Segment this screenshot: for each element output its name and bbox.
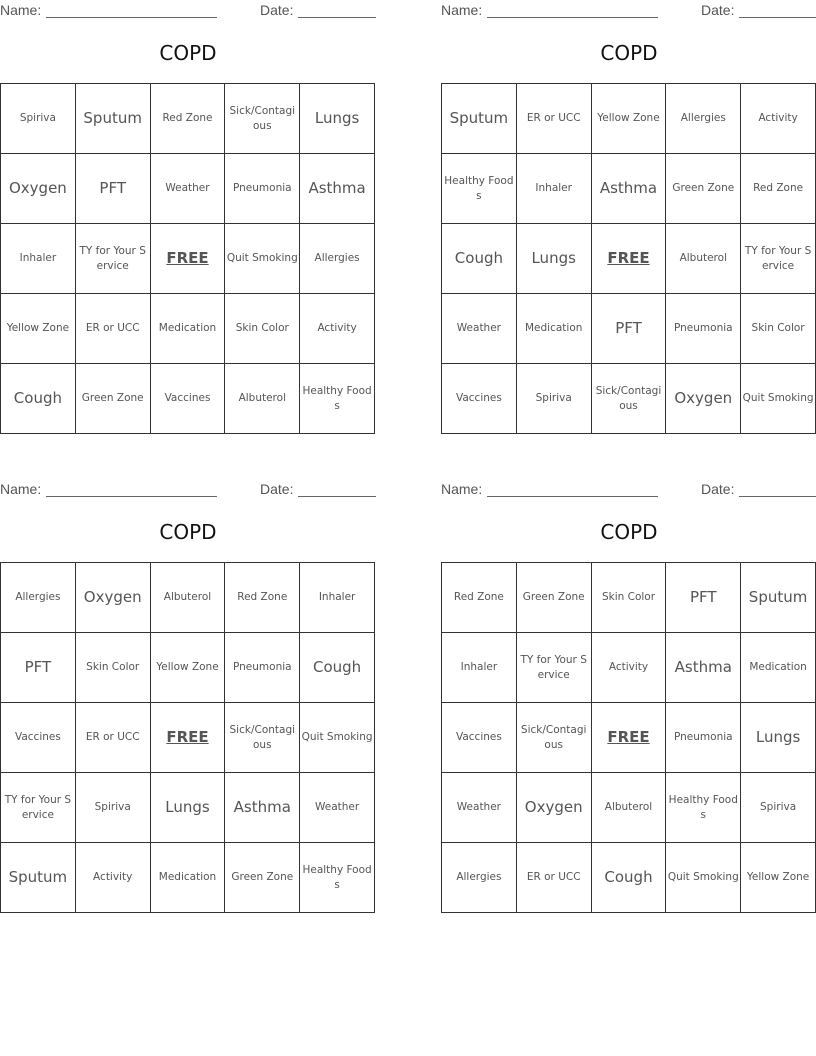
bingo-grid	[0, 562, 375, 913]
bingo-cell[interactable]: Lungs	[300, 84, 375, 154]
bingo-cell[interactable]: Lungs	[517, 224, 592, 294]
free-space[interactable]: FREE	[151, 224, 226, 294]
name-field[interactable]	[46, 17, 217, 18]
bingo-cell[interactable]: Allergies	[666, 84, 741, 154]
bingo-cell[interactable]: PFT	[666, 563, 741, 633]
bingo-card	[441, 0, 816, 440]
bingo-grid	[441, 83, 816, 434]
bingo-cell[interactable]: Sputum	[76, 84, 151, 154]
bingo-cell[interactable]: Activity	[76, 843, 151, 913]
date-label: Date:	[260, 481, 294, 497]
bingo-cell[interactable]: Skin Color	[225, 294, 300, 364]
bingo-cell[interactable]: Spiriva	[741, 773, 816, 843]
name-label: Name:	[441, 2, 483, 18]
name-label: Name:	[0, 481, 42, 497]
card-title: COPD	[600, 520, 658, 544]
bingo-cell[interactable]: PFT	[592, 294, 667, 364]
date-label: Date:	[701, 481, 735, 497]
bingo-cell[interactable]: Oxygen	[76, 563, 151, 633]
bingo-cell[interactable]: Yellow Zone	[741, 843, 816, 913]
card-title: COPD	[600, 41, 658, 65]
bingo-cell[interactable]: Medication	[151, 294, 226, 364]
bingo-cell[interactable]: Green Zone	[76, 364, 151, 434]
bingo-cell[interactable]: Spiriva	[517, 364, 592, 434]
free-space[interactable]: FREE	[592, 224, 667, 294]
date-field[interactable]	[739, 496, 816, 497]
bingo-cell[interactable]: Healthy Foods	[300, 364, 375, 434]
bingo-cell[interactable]: TY for Your Service	[76, 224, 151, 294]
bingo-cell[interactable]: Green Zone	[225, 843, 300, 913]
bingo-cell[interactable]: Vaccines	[1, 703, 76, 773]
bingo-cell[interactable]: Healthy Foods	[442, 154, 517, 224]
bingo-cell[interactable]: Albuterol	[225, 364, 300, 434]
bingo-cell[interactable]: Sick/Contagious	[517, 703, 592, 773]
bingo-cell[interactable]: Sick/Contagious	[225, 84, 300, 154]
bingo-cell[interactable]: Quit Smoking	[741, 364, 816, 434]
bingo-card	[441, 479, 816, 919]
bingo-cell[interactable]: Pneumonia	[225, 154, 300, 224]
bingo-cell[interactable]: Quit Smoking	[225, 224, 300, 294]
bingo-cell[interactable]: Lungs	[151, 773, 226, 843]
bingo-cell[interactable]: Pneumonia	[225, 633, 300, 703]
bingo-grid	[0, 83, 375, 434]
name-label: Name:	[0, 2, 42, 18]
bingo-cell[interactable]: Activity	[592, 633, 667, 703]
bingo-cell[interactable]: Albuterol	[151, 563, 226, 633]
bingo-cell[interactable]: Skin Color	[592, 563, 667, 633]
bingo-cell[interactable]: Sputum	[442, 84, 517, 154]
bingo-card	[0, 0, 376, 440]
card-header	[441, 2, 816, 20]
bingo-cell[interactable]: Lungs	[741, 703, 816, 773]
bingo-cell[interactable]: Spiriva	[76, 773, 151, 843]
bingo-cell[interactable]: Activity	[300, 294, 375, 364]
bingo-cell[interactable]: Spiriva	[1, 84, 76, 154]
bingo-cell[interactable]: Red Zone	[151, 84, 226, 154]
card-header	[441, 481, 816, 499]
bingo-cell[interactable]: Cough	[1, 364, 76, 434]
bingo-cell[interactable]: Healthy Foods	[666, 773, 741, 843]
bingo-cell[interactable]: Medication	[151, 843, 226, 913]
bingo-cell[interactable]: Green Zone	[517, 563, 592, 633]
date-field[interactable]	[739, 17, 816, 18]
date-field[interactable]	[298, 17, 376, 18]
bingo-cell[interactable]: Weather	[300, 773, 375, 843]
bingo-cell[interactable]: ER or UCC	[76, 294, 151, 364]
bingo-cell[interactable]: Pneumonia	[666, 703, 741, 773]
date-field[interactable]	[298, 496, 376, 497]
bingo-cell[interactable]: Albuterol	[666, 224, 741, 294]
bingo-cell[interactable]: Medication	[741, 633, 816, 703]
bingo-cell[interactable]: TY for Your Service	[741, 224, 816, 294]
bingo-cell[interactable]: Yellow Zone	[1, 294, 76, 364]
date-label: Date:	[260, 2, 294, 18]
bingo-cell[interactable]: Weather	[151, 154, 226, 224]
name-field[interactable]	[487, 17, 658, 18]
bingo-cell[interactable]: Cough	[300, 633, 375, 703]
bingo-cell[interactable]: Vaccines	[442, 364, 517, 434]
bingo-cell[interactable]: Weather	[442, 294, 517, 364]
bingo-cell[interactable]: TY for Your Service	[1, 773, 76, 843]
bingo-cell[interactable]: Asthma	[592, 154, 667, 224]
card-header	[0, 481, 376, 499]
bingo-cell[interactable]: Inhaler	[517, 154, 592, 224]
bingo-grid	[441, 562, 816, 913]
bingo-cell[interactable]: Healthy Foods	[300, 843, 375, 913]
bingo-cell[interactable]: Red Zone	[442, 563, 517, 633]
bingo-cell[interactable]: Allergies	[442, 843, 517, 913]
bingo-cell[interactable]: PFT	[1, 633, 76, 703]
bingo-cell[interactable]: Yellow Zone	[151, 633, 226, 703]
bingo-cell[interactable]: Skin Color	[741, 294, 816, 364]
bingo-cell[interactable]: Medication	[517, 294, 592, 364]
bingo-cell[interactable]: Quit Smoking	[666, 843, 741, 913]
bingo-cell[interactable]: ER or UCC	[517, 843, 592, 913]
bingo-cell[interactable]: Oxygen	[517, 773, 592, 843]
bingo-cell[interactable]: Oxygen	[666, 364, 741, 434]
bingo-cell[interactable]: PFT	[76, 154, 151, 224]
bingo-cell[interactable]: Sick/Contagious	[592, 364, 667, 434]
bingo-cell[interactable]: Vaccines	[442, 703, 517, 773]
name-label: Name:	[441, 481, 483, 497]
free-space[interactable]: FREE	[592, 703, 667, 773]
bingo-cell[interactable]: Green Zone	[666, 154, 741, 224]
bingo-cell[interactable]: Sputum	[741, 563, 816, 633]
bingo-cell[interactable]: Sputum	[1, 843, 76, 913]
bingo-cell[interactable]: Pneumonia	[666, 294, 741, 364]
bingo-cell[interactable]: Yellow Zone	[592, 84, 667, 154]
bingo-cell[interactable]: Allergies	[300, 224, 375, 294]
bingo-cell[interactable]: Quit Smoking	[300, 703, 375, 773]
card-title: COPD	[159, 520, 217, 544]
bingo-cell[interactable]: Albuterol	[592, 773, 667, 843]
bingo-card	[0, 479, 376, 919]
free-space[interactable]: FREE	[151, 703, 226, 773]
card-title: COPD	[159, 41, 217, 65]
bingo-cell[interactable]: Inhaler	[300, 563, 375, 633]
bingo-cell[interactable]: Inhaler	[442, 633, 517, 703]
bingo-cell[interactable]: Sick/Contagious	[225, 703, 300, 773]
bingo-cell[interactable]: Inhaler	[1, 224, 76, 294]
bingo-cell[interactable]: Asthma	[300, 154, 375, 224]
bingo-cell[interactable]: Skin Color	[76, 633, 151, 703]
bingo-cell[interactable]: Red Zone	[225, 563, 300, 633]
date-label: Date:	[701, 2, 735, 18]
bingo-cell[interactable]: Oxygen	[1, 154, 76, 224]
card-header	[0, 2, 376, 20]
bingo-cell[interactable]: ER or UCC	[517, 84, 592, 154]
name-field[interactable]	[487, 496, 658, 497]
bingo-cell[interactable]: Asthma	[225, 773, 300, 843]
bingo-cell[interactable]: Activity	[741, 84, 816, 154]
name-field[interactable]	[46, 496, 217, 497]
bingo-cell[interactable]: Red Zone	[741, 154, 816, 224]
bingo-cell[interactable]: Weather	[442, 773, 517, 843]
bingo-cell[interactable]: ER or UCC	[76, 703, 151, 773]
bingo-cell[interactable]: Cough	[592, 843, 667, 913]
bingo-cell[interactable]: Cough	[442, 224, 517, 294]
bingo-cell[interactable]: Allergies	[1, 563, 76, 633]
bingo-cell[interactable]: TY for Your Service	[517, 633, 592, 703]
bingo-cell[interactable]: Asthma	[666, 633, 741, 703]
bingo-cell[interactable]: Vaccines	[151, 364, 226, 434]
